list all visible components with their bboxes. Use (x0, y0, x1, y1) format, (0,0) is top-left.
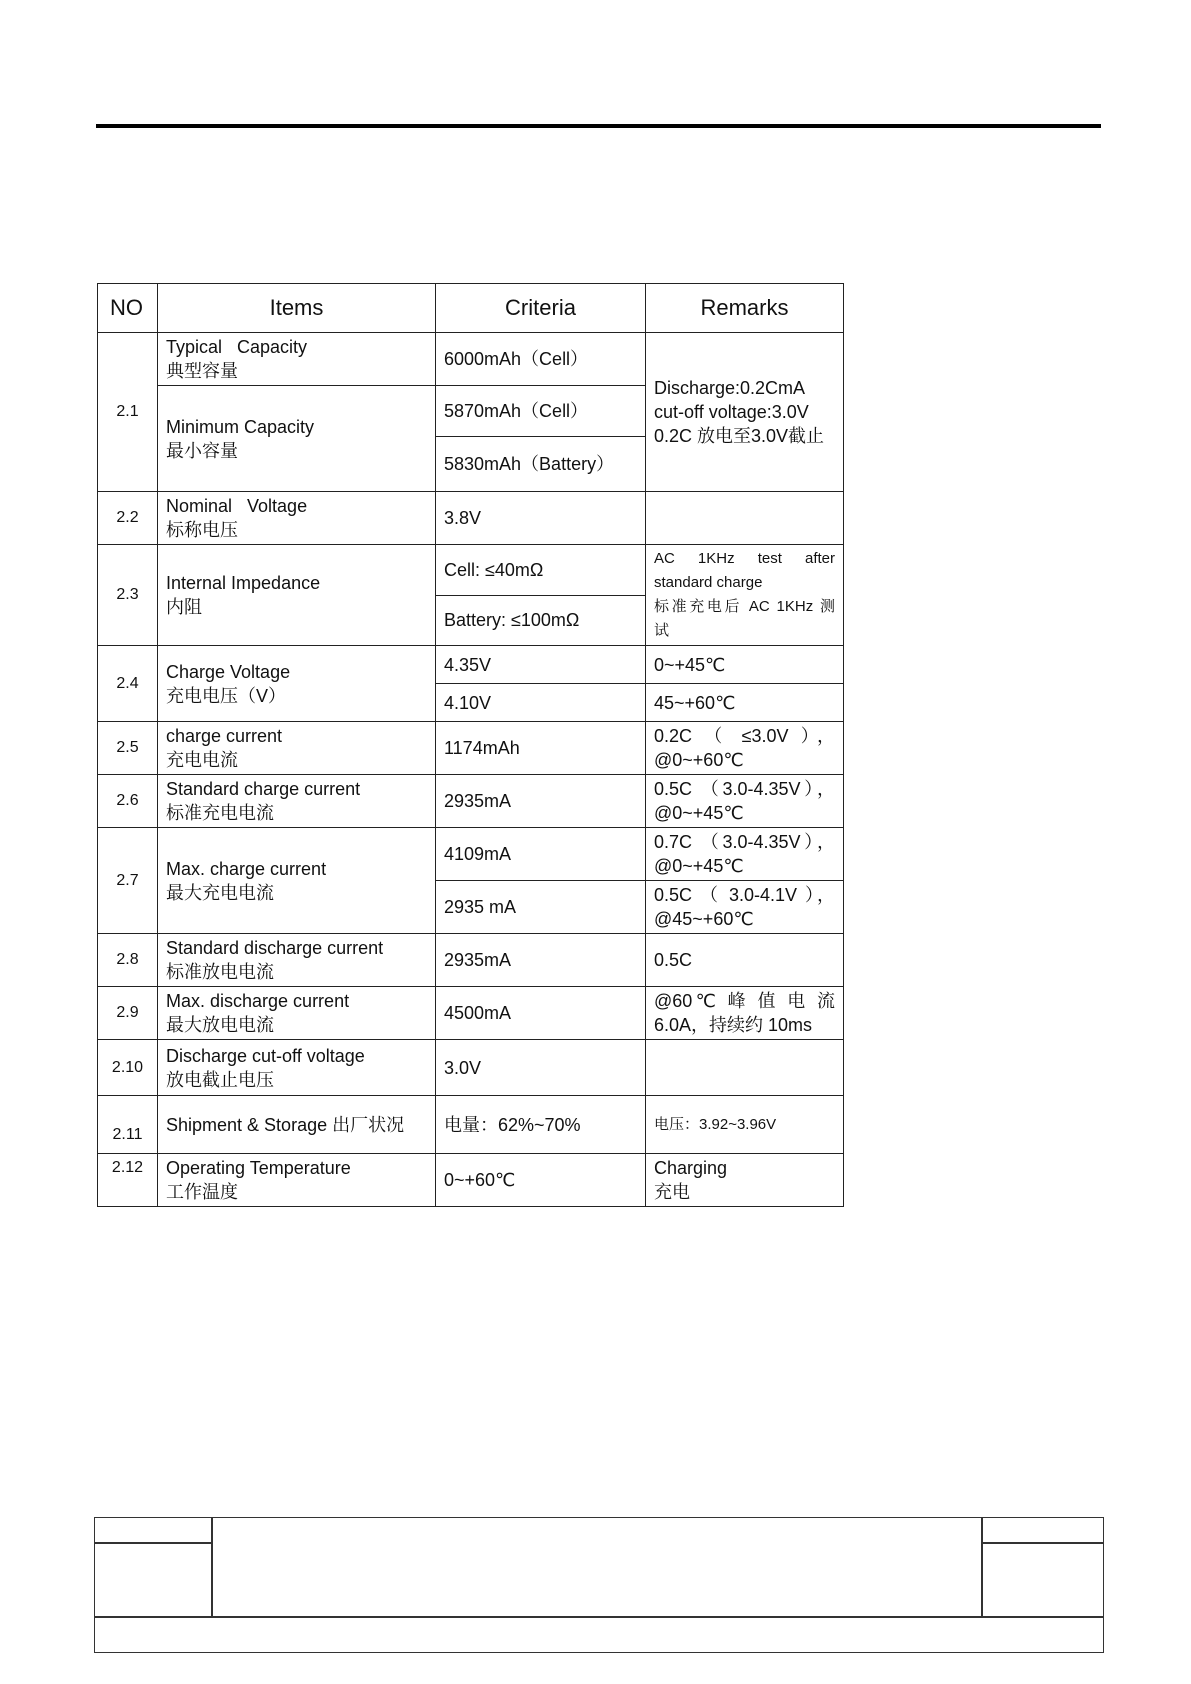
remark-line: @0~+60℃ (654, 750, 744, 770)
header-rule (96, 124, 1101, 128)
header-remarks: Remarks (646, 284, 844, 333)
header-criteria: Criteria (436, 284, 646, 333)
criteria-cell: 5830mAh（Battery） (436, 437, 646, 492)
criteria-cell: 2935mA (436, 934, 646, 987)
remark-line: 0.5C （3.0-4.35V）， (654, 779, 835, 799)
remark-cell: 0.5C (646, 934, 844, 987)
item-en: Typical Capacity (166, 337, 308, 357)
item-cell (158, 722, 436, 775)
item-cell (158, 828, 436, 934)
criteria-cell: 6000mAh（Cell） (436, 333, 646, 386)
row-no: 2.3 (98, 545, 158, 646)
remark-line: 0.7C （3.0-4.35V）， (654, 832, 835, 852)
remark-line: @0~+45℃ (654, 856, 744, 876)
table-row (98, 492, 844, 545)
remark-line: 6.0A，持续约 10ms (654, 1015, 813, 1035)
remark-line: standard charge (654, 574, 763, 591)
remark-cn: 充电 (654, 1182, 690, 1202)
footer-divider (95, 1542, 211, 1544)
criteria-cell: 电量：62%~70% (436, 1096, 646, 1154)
table-row (98, 646, 844, 684)
item-cell (158, 934, 436, 987)
remark-line: 试 (654, 622, 670, 639)
remark-line: AC 1KHz test after (654, 550, 835, 567)
spec-table (97, 283, 844, 1207)
criteria-cell: 0~+60℃ (436, 1154, 646, 1207)
item-cn: 内阻 (166, 597, 202, 617)
item-cell (158, 386, 436, 492)
criteria-cell: 1174mAh (436, 722, 646, 775)
remark-line: 0.2C （ ≤3.0V ）， (654, 726, 835, 746)
item-cn: 最小容量 (166, 440, 238, 461)
item-cn: 最大放电电流 (166, 1015, 274, 1035)
item-cn: 最大充电电流 (166, 882, 274, 903)
item-cell (158, 775, 436, 828)
criteria-cell: 5870mAh（Cell） (436, 386, 646, 437)
row-no: 2.8 (98, 934, 158, 987)
table-row (98, 545, 844, 596)
row-no: 2.7 (98, 828, 158, 934)
item-cn: 典型容量 (166, 361, 238, 381)
table-row (98, 1154, 844, 1207)
row-no: 2.4 (98, 646, 158, 722)
item-cell (158, 987, 436, 1040)
table-row (98, 775, 844, 828)
footer-divider (981, 1542, 1104, 1544)
footer-divider (211, 1518, 213, 1616)
item-en: Charge Voltage (166, 661, 291, 682)
criteria-cell: Battery: ≤100mΩ (436, 595, 646, 646)
item-en: charge current (166, 726, 283, 746)
item-cn: 放电截止电压 (166, 1069, 274, 1090)
item-en: Operating Temperature (166, 1158, 351, 1178)
remark-line: 标准充电后 AC 1KHz 测 (654, 598, 835, 615)
item-en: Nominal Voltage (166, 496, 308, 516)
table-row (98, 722, 844, 775)
item-cell (158, 646, 436, 722)
item-cn: 标准放电电流 (166, 962, 274, 982)
item-en: Max. charge current (166, 858, 327, 879)
remark-cell (646, 828, 844, 881)
row-no: 2.12 (98, 1154, 158, 1207)
item-en: Discharge cut-off voltage (166, 1045, 365, 1066)
table-row (98, 1096, 844, 1154)
item-en: Standard charge current (166, 779, 361, 799)
table-row (98, 828, 844, 881)
remark-line: @45~+60℃ (654, 909, 754, 929)
remark-line: cut-off voltage:3.0V (654, 402, 809, 422)
remark-cell (646, 1154, 844, 1207)
item-en: Standard discharge current (166, 938, 384, 958)
remark-en: Charging (654, 1158, 728, 1178)
item-cell (158, 545, 436, 646)
item-cell (158, 333, 436, 386)
item-cn: 充电电流 (166, 750, 238, 770)
criteria-cell: 3.0V (436, 1040, 646, 1096)
remark-cell (646, 545, 844, 646)
item-cell (158, 1154, 436, 1207)
remark-cell: 45~+60℃ (646, 684, 844, 722)
table-row (98, 333, 844, 386)
remark-cell (646, 775, 844, 828)
criteria-cell: 4.10V (436, 684, 646, 722)
row-no: 2.5 (98, 722, 158, 775)
remark-line: @0~+45℃ (654, 803, 744, 823)
item-en: Minimum Capacity (166, 416, 315, 437)
footer-box (94, 1517, 1104, 1653)
criteria-cell: 4.35V (436, 646, 646, 684)
table-row (98, 987, 844, 1040)
criteria-cell: 3.8V (436, 492, 646, 545)
row-no: 2.10 (98, 1040, 158, 1096)
footer-divider (95, 1616, 1103, 1618)
row-no: 2.1 (98, 333, 158, 492)
header-items: Items (158, 284, 436, 333)
footer-divider (981, 1518, 983, 1616)
item-cell (158, 1040, 436, 1096)
table-row (98, 1040, 844, 1096)
remark-cell: 电压：3.92~3.96V (646, 1096, 844, 1154)
header-no: NO (98, 284, 158, 333)
row-no: 2.6 (98, 775, 158, 828)
table-header-row (98, 284, 844, 333)
item-cn: 充电电压（V） (166, 685, 287, 706)
remark-line: 0.5C （ 3.0-4.1V ）， (654, 885, 835, 905)
remark-cell: 0~+45℃ (646, 646, 844, 684)
remark-cell (646, 1040, 844, 1096)
item-cn: 标准充电电流 (166, 803, 274, 823)
table-row (98, 934, 844, 987)
remark-cell (646, 881, 844, 934)
item-en: Max. discharge current (166, 991, 350, 1011)
row-no: 2.11 (98, 1096, 158, 1154)
row-no: 2.9 (98, 987, 158, 1040)
remark-cell (646, 987, 844, 1040)
remark-cell (646, 492, 844, 545)
remark-line: Discharge:0.2CmA (654, 378, 806, 398)
row-no: 2.2 (98, 492, 158, 545)
remark-line: 0.2C 放电至3.0V截止 (654, 426, 825, 446)
criteria-cell: Cell: ≤40mΩ (436, 545, 646, 596)
item-cn: 标称电压 (166, 520, 238, 540)
criteria-cell: 2935mA (436, 775, 646, 828)
criteria-cell: 2935 mA (436, 881, 646, 934)
remark-cell (646, 333, 844, 492)
item-cell (158, 492, 436, 545)
remark-cell (646, 722, 844, 775)
item-en: Internal Impedance (166, 573, 321, 593)
remark-line: @60℃ 峰 值 电 流 (654, 991, 835, 1011)
criteria-cell: 4500mA (436, 987, 646, 1040)
item-cn: 工作温度 (166, 1182, 238, 1202)
criteria-cell: 4109mA (436, 828, 646, 881)
item-cell: Shipment & Storage 出厂状况 (158, 1096, 436, 1154)
